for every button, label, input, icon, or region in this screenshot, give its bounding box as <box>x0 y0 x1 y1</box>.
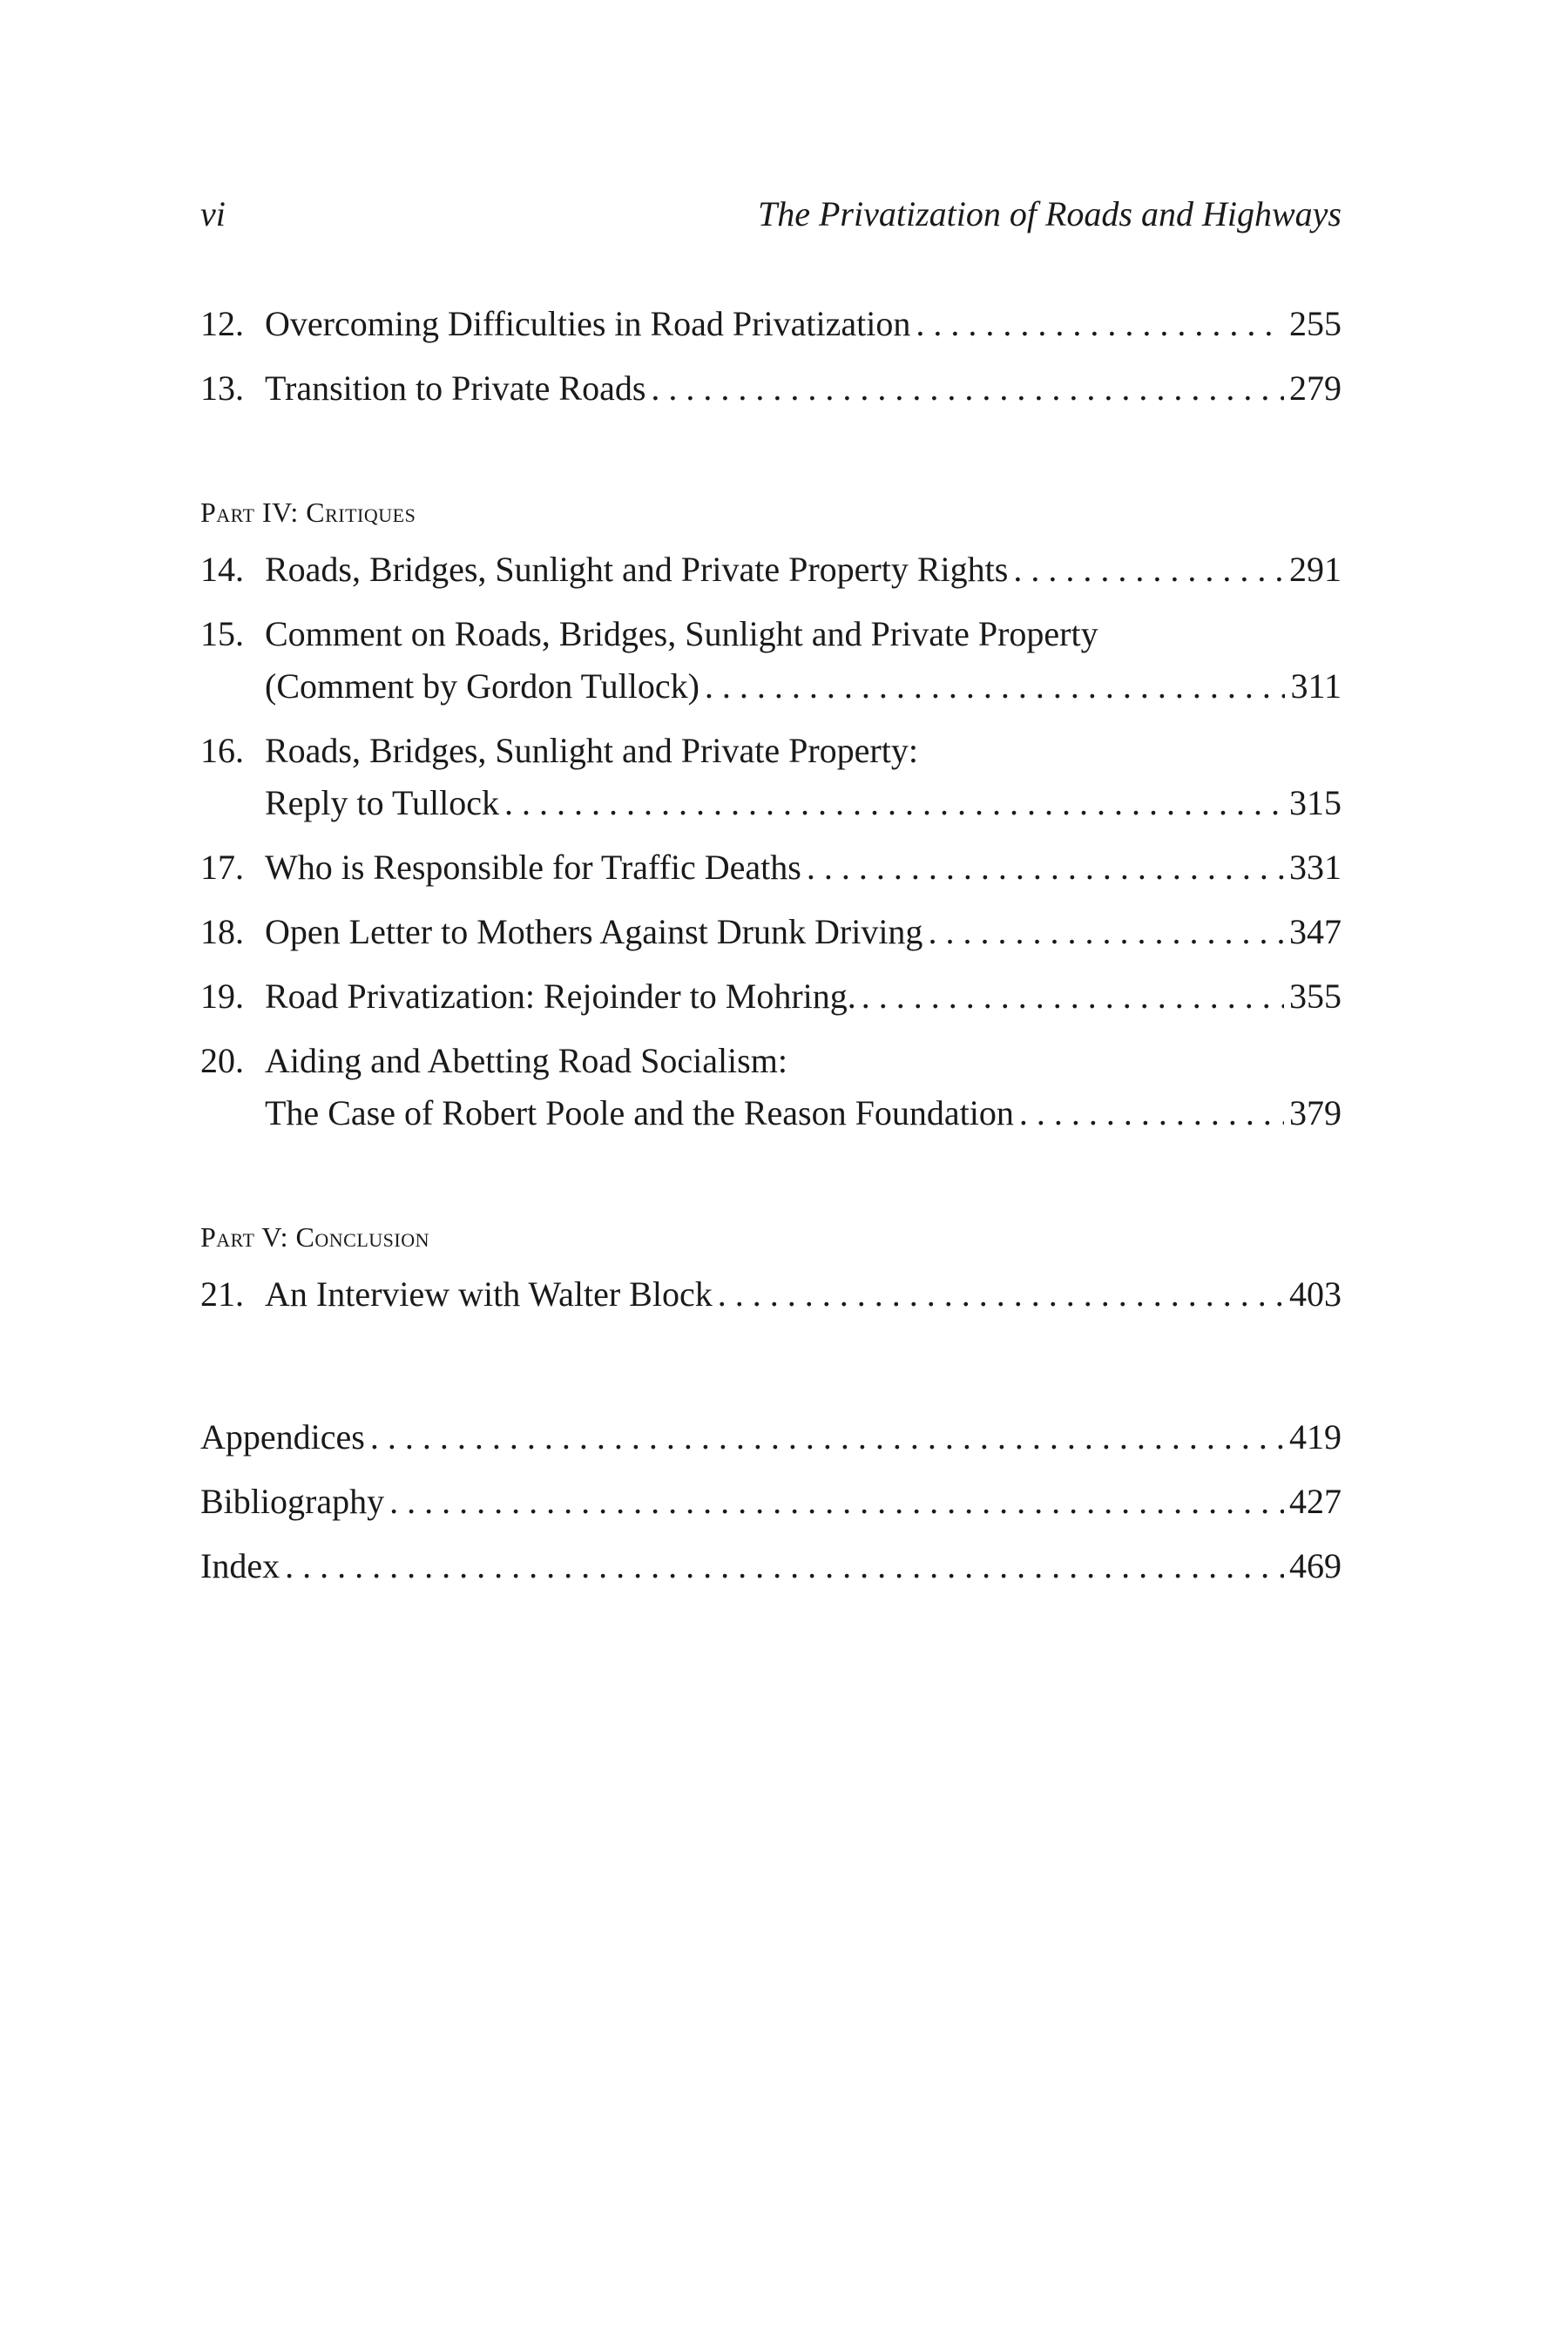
entry-page: 355 <box>1289 977 1342 1016</box>
toc-entry[interactable] <box>200 970 1342 1023</box>
entry-title: An Interview with Walter Block <box>265 1274 713 1314</box>
entry-page: 469 <box>1289 1546 1342 1585</box>
entry-number: 12. <box>200 304 244 343</box>
entry-title: Comment on Roads, Bridges, Sunlight and Private Property <box>265 614 1098 653</box>
entry-title: Bibliography <box>200 1482 385 1521</box>
toc-entry[interactable] <box>200 362 1342 415</box>
entry-number: 18. <box>200 912 244 951</box>
entry-title: Roads, Bridges, Sunlight and Private Property Rights <box>265 550 1009 589</box>
running-head <box>200 190 1342 239</box>
book-title: The Privatization of Roads and Highways <box>758 194 1342 233</box>
entry-page: 379 <box>1289 1093 1342 1132</box>
entry-number: 14. <box>200 550 244 589</box>
page-folio: vi <box>200 194 226 233</box>
entry-number: 19. <box>200 977 244 1016</box>
toc-entry[interactable] <box>200 725 1342 829</box>
dot-leader <box>718 1268 1284 1321</box>
toc-entry[interactable] <box>200 1035 1342 1139</box>
entry-page: 291 <box>1289 550 1342 589</box>
toc-entry[interactable] <box>200 544 1342 596</box>
entry-title: Aiding and Abetting Road Socialism: <box>265 1041 787 1080</box>
entry-title-continued: The Case of Robert Poole and the Reason Foundation <box>265 1093 1014 1132</box>
entry-title: Open Letter to Mothers Against Drunk Driving <box>265 912 923 951</box>
toc-entry[interactable] <box>200 1540 1342 1592</box>
entry-title: Appendices <box>200 1417 365 1456</box>
entry-title: Transition to Private Roads <box>265 368 646 408</box>
entry-page: 427 <box>1289 1482 1342 1521</box>
entry-number: 13. <box>200 368 244 408</box>
dot-leader <box>862 970 1284 1023</box>
dot-leader <box>807 841 1284 894</box>
entry-title: Road Privatization: Rejoinder to Mohring. <box>265 977 856 1016</box>
entry-page: 255 <box>1289 304 1342 343</box>
dot-leader <box>285 1540 1284 1592</box>
dot-leader <box>370 1411 1284 1463</box>
entry-number: 21. <box>200 1274 244 1314</box>
toc-entry[interactable] <box>200 1268 1342 1321</box>
entry-page: 403 <box>1289 1274 1342 1314</box>
toc-entry[interactable] <box>200 841 1342 894</box>
dot-leader <box>651 362 1284 415</box>
entry-page: 311 <box>1290 666 1342 706</box>
entry-title: Who is Responsible for Traffic Deaths <box>265 848 801 887</box>
dot-leader <box>1019 1087 1284 1139</box>
dot-leader <box>705 660 1286 713</box>
entry-number: 16. <box>200 731 244 770</box>
dot-leader <box>504 777 1284 829</box>
dot-leader <box>916 298 1284 350</box>
entry-page: 331 <box>1289 848 1342 887</box>
entry-page: 315 <box>1289 783 1342 822</box>
entry-number: 17. <box>200 848 244 887</box>
dot-leader <box>928 906 1284 958</box>
entry-page: 347 <box>1289 912 1342 951</box>
entry-number: 15. <box>200 614 244 653</box>
entry-title: Index <box>200 1546 280 1585</box>
section-spacer <box>200 1333 1342 1411</box>
entry-page: 419 <box>1289 1417 1342 1456</box>
dot-leader <box>389 1476 1284 1528</box>
entry-title-continued: (Comment by Gordon Tullock) <box>265 666 700 706</box>
entry-page: 279 <box>1289 368 1342 408</box>
toc-entry[interactable] <box>200 1411 1342 1463</box>
entry-number: 20. <box>200 1041 244 1080</box>
entry-title: Roads, Bridges, Sunlight and Private Property: <box>265 731 918 770</box>
toc-entry[interactable] <box>200 1476 1342 1528</box>
toc-entry[interactable] <box>200 298 1342 350</box>
entry-title: Overcoming Difficulties in Road Privatization <box>265 304 911 343</box>
toc-entry[interactable] <box>200 906 1342 958</box>
dot-leader <box>1013 544 1284 596</box>
table-of-contents <box>200 298 1342 1605</box>
entry-title-continued: Reply to Tullock <box>265 783 499 822</box>
toc-entry[interactable] <box>200 608 1342 713</box>
part-heading: Part V: Conclusion <box>200 1221 429 1253</box>
part-heading: Part IV: Critiques <box>200 497 416 528</box>
